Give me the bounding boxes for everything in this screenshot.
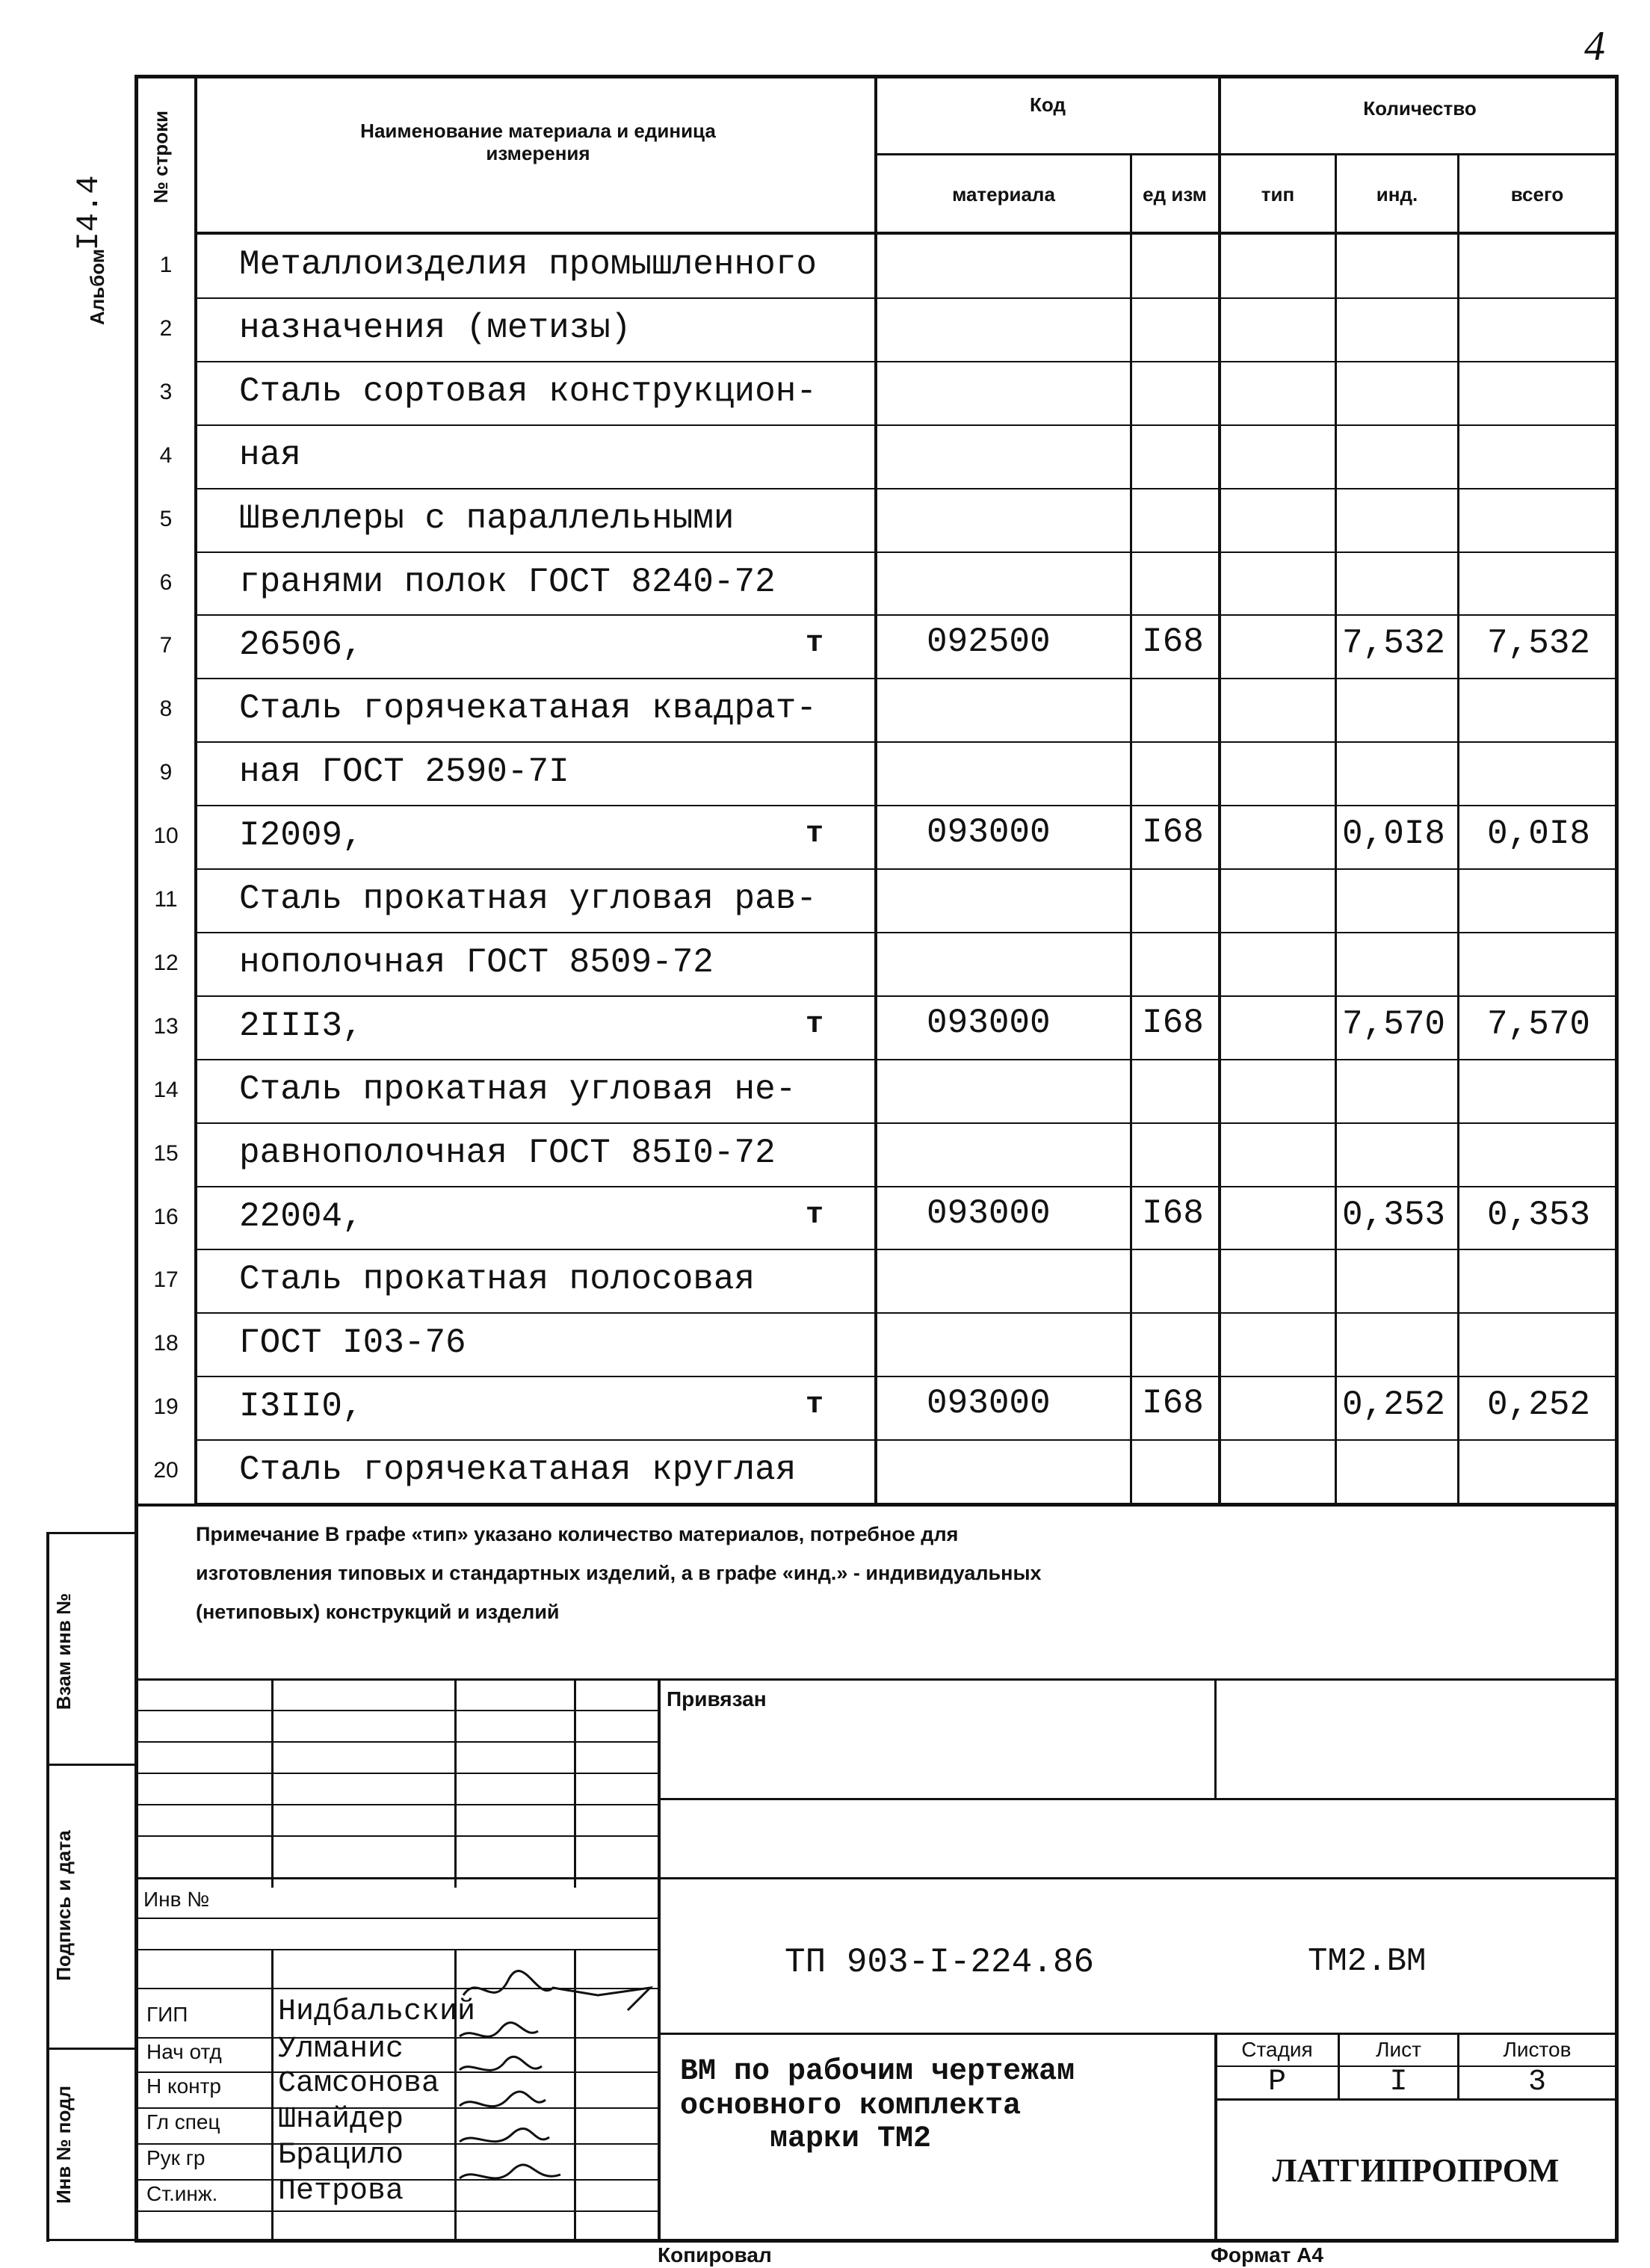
row-divider <box>196 1376 1619 1377</box>
material-code: 093000 <box>927 813 1051 852</box>
signer-role: Н контр <box>146 2074 221 2098</box>
document-code: ТП 903-I-224.86 <box>785 1943 1095 1982</box>
row-divider <box>196 805 1619 806</box>
row-number: 17 <box>153 1267 179 1292</box>
material-code: 092500 <box>927 622 1051 661</box>
row-number: 3 <box>159 380 173 404</box>
header-qty-total: всего <box>1510 183 1564 206</box>
qty-total: 7,570 <box>1487 1005 1591 1044</box>
signer-role: Ст.инж. <box>146 2182 218 2205</box>
material-name: Швеллеры с параллельными <box>239 499 735 538</box>
row-number: 19 <box>153 1394 179 1419</box>
unit-code: I68 <box>1142 1384 1204 1423</box>
row-divider <box>196 1312 1619 1314</box>
row-divider <box>196 551 1619 553</box>
stage-label: Стадия <box>1241 2038 1313 2061</box>
inv-no-label: Инв № <box>143 1888 210 1911</box>
row-divider <box>196 361 1619 362</box>
material-name: равнополочная ГОСТ 85I0-72 <box>239 1134 776 1172</box>
unit-of-measure: т <box>806 627 824 661</box>
row-divider <box>196 488 1619 489</box>
unit-of-measure: т <box>806 1388 824 1422</box>
header-row-no: № строки <box>149 110 172 204</box>
material-name: Сталь горячекатаная круглая <box>239 1450 797 1489</box>
row-number: 1 <box>159 253 173 277</box>
sheet-label: Лист <box>1376 2038 1421 2061</box>
note-line-2: изготовления типовых и стандартных изделий, а в графе «инд.» - индивидуальных <box>196 1562 1042 1584</box>
material-name: 22004, <box>239 1197 363 1236</box>
material-name: ная <box>239 436 301 475</box>
row-divider <box>196 614 1619 616</box>
row-divider <box>196 995 1619 997</box>
qty-individual: 7,532 <box>1342 624 1446 663</box>
unit-of-measure: т <box>806 1008 824 1042</box>
material-name: Сталь прокатная угловая не- <box>239 1070 797 1109</box>
signature-scribbles <box>448 1965 673 2242</box>
material-name: Сталь прокатная угловая рав- <box>239 880 817 918</box>
row-divider <box>196 1503 1619 1504</box>
row-number: 18 <box>153 1331 179 1356</box>
material-code: 093000 <box>927 1194 1051 1233</box>
row-number: 13 <box>153 1014 179 1039</box>
signer-name: Нидбальский <box>278 1995 476 2029</box>
header-qty-ind: инд. <box>1376 183 1418 206</box>
page-number: 4 <box>1584 23 1605 69</box>
qty-individual: 0,0I8 <box>1342 815 1446 853</box>
signer-name: Шнайдер <box>278 2103 404 2136</box>
unit-code: I68 <box>1142 1194 1204 1233</box>
sheets-label: Листов <box>1503 2038 1572 2061</box>
note-line-3: (нетиповых) конструкций и изделий <box>196 1601 560 1623</box>
row-divider <box>196 1059 1619 1060</box>
sheet-value: I <box>1389 2065 1408 2099</box>
row-number: 7 <box>159 633 173 658</box>
stage-value: Р <box>1267 2065 1286 2099</box>
qty-total: 0,252 <box>1487 1385 1591 1424</box>
album-label: Альбом <box>86 248 108 325</box>
material-name: I3II0, <box>239 1387 363 1426</box>
row-divider <box>196 1439 1619 1441</box>
row-number: 14 <box>153 1078 179 1102</box>
signer-name: Петрова <box>278 2175 404 2208</box>
signer-name: Улманис <box>278 2033 404 2066</box>
material-name: Сталь сортовая конструкцион- <box>239 372 817 411</box>
document-mark: ТМ2.ВМ <box>1308 1943 1427 1980</box>
header-code-group: Код <box>1030 93 1066 116</box>
note-line-1: Примечание В графе «тип» указано количество материалов, потребное для <box>196 1523 959 1545</box>
row-number: 6 <box>159 570 173 595</box>
qty-total: 7,532 <box>1487 624 1591 663</box>
signer-role: Рук гр <box>146 2146 206 2169</box>
row-number: 2 <box>159 316 173 341</box>
qty-individual: 7,570 <box>1342 1005 1446 1044</box>
header-qty-typ: тип <box>1261 183 1295 206</box>
document-title-2: основного комплекта <box>680 2089 1022 2123</box>
signer-role: Нач отд <box>146 2040 222 2063</box>
material-name: Сталь прокатная полосовая <box>239 1260 756 1299</box>
row-divider <box>196 741 1619 743</box>
material-name: I2009, <box>239 816 363 855</box>
qty-individual: 0,353 <box>1342 1196 1446 1235</box>
row-number: 8 <box>159 696 173 721</box>
row-number: 11 <box>154 887 178 912</box>
document-title-1: ВМ по рабочим чертежам <box>680 2055 1075 2089</box>
header-name-col: Наименование материала и единица измерения <box>360 120 716 164</box>
material-name: 2III3, <box>239 1007 363 1045</box>
header-code-unit: ед изм <box>1143 183 1207 206</box>
footer-copied: Копировал <box>658 2243 772 2267</box>
row-divider <box>196 868 1619 870</box>
qty-individual: 0,252 <box>1342 1385 1446 1424</box>
row-number: 15 <box>153 1141 179 1166</box>
row-divider <box>196 297 1619 299</box>
material-name: Металлоизделия промышленного <box>239 245 817 284</box>
qty-total: 0,0I8 <box>1487 815 1591 853</box>
unit-of-measure: т <box>806 818 824 851</box>
row-divider <box>196 424 1619 426</box>
material-name: нополочная ГОСТ 8509-72 <box>239 943 714 982</box>
album-number: I4.4 <box>71 175 107 251</box>
row-number: 12 <box>153 951 179 975</box>
signer-name: Самсонова <box>278 2067 440 2101</box>
side-label-vzam: Взам инв № <box>52 1592 75 1711</box>
document-title-3: марки ТМ2 <box>770 2122 932 2156</box>
material-name: назначения (метизы) <box>239 309 631 347</box>
row-number: 10 <box>153 824 179 848</box>
material-name: 26506, <box>239 625 363 664</box>
qty-total: 0,353 <box>1487 1196 1591 1235</box>
material-name: Сталь горячекатаная квадрат- <box>239 689 817 728</box>
unit-of-measure: т <box>806 1199 824 1232</box>
organization-name: ЛАТГИПРОПРОМ <box>1272 2151 1560 2189</box>
row-number: 4 <box>159 443 173 468</box>
sheets-value: 3 <box>1527 2065 1546 2099</box>
signer-name: Брацило <box>278 2139 404 2172</box>
unit-code: I68 <box>1142 813 1204 852</box>
row-divider <box>196 932 1619 933</box>
row-number: 9 <box>159 760 173 785</box>
row-divider <box>196 1122 1619 1124</box>
row-number: 5 <box>159 507 173 531</box>
row-divider <box>196 1249 1619 1250</box>
unit-code: I68 <box>1142 1004 1204 1042</box>
row-divider <box>196 678 1619 679</box>
material-code: 093000 <box>927 1004 1051 1042</box>
header-code-material: материала <box>952 183 1055 206</box>
footer-format: Формат А4 <box>1211 2243 1323 2267</box>
row-divider <box>196 1186 1619 1187</box>
row-number: 16 <box>153 1205 179 1229</box>
side-label-podpis: Подпись и дата <box>52 1830 75 1981</box>
signer-role: ГИП <box>146 2003 188 2026</box>
side-label-inv-podl: Инв № подл <box>52 2085 75 2204</box>
unit-code: I68 <box>1142 622 1204 661</box>
privyazan-label: Привязан <box>667 1687 767 1711</box>
row-number: 20 <box>153 1458 179 1483</box>
material-name: гранями полок ГОСТ 8240-72 <box>239 563 776 602</box>
header-qty-group: Количество <box>1363 97 1477 120</box>
material-code: 093000 <box>927 1384 1051 1423</box>
material-name: ГОСТ I03-76 <box>239 1323 466 1362</box>
signer-role: Гл спец <box>146 2110 220 2133</box>
material-name: ная ГОСТ 2590-7I <box>239 753 569 791</box>
